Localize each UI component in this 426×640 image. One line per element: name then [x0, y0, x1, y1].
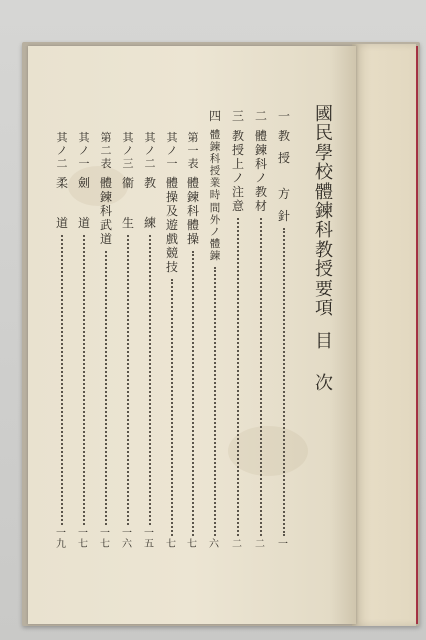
toc-entry-number: 其 ノ 一	[166, 131, 178, 170]
toc-entry-title: 體 鍊 科 ノ 教 材	[255, 129, 268, 213]
toc-page-number: 二	[232, 539, 242, 550]
toc-entry[interactable]	[209, 110, 221, 263]
toc-page-number: 一 九	[56, 528, 66, 550]
toc-entry[interactable]	[278, 110, 290, 224]
toc-page-number: 一	[278, 539, 288, 550]
toc-entry-number: 四	[209, 109, 222, 123]
dotted-leader	[283, 228, 285, 536]
toc-entry-number: 三	[232, 109, 245, 123]
toc-entry[interactable]	[56, 132, 68, 231]
dotted-leader	[61, 235, 63, 525]
dotted-leader	[192, 251, 194, 536]
toc-entry[interactable]	[232, 110, 244, 214]
toc-entry-number: 二	[255, 109, 268, 123]
toc-entry-title: 體 操 及 遊 戲 競 技	[166, 176, 179, 274]
toc-entry-title: 體 鍊 科 武 道	[100, 176, 113, 246]
toc-entry[interactable]	[122, 132, 134, 231]
toc-page-number: 六	[209, 539, 219, 550]
dotted-leader	[214, 267, 216, 536]
toc-entry-title: 柔 道	[56, 176, 69, 230]
toc-entry-title: 教 練	[144, 176, 157, 230]
toc-page-number: 七	[166, 539, 176, 550]
dotted-leader	[83, 235, 85, 525]
toc-entry[interactable]	[255, 110, 267, 214]
toc-entry-number: 一	[278, 109, 291, 123]
toc-entry-number: 第 一 表	[187, 131, 199, 170]
toc-page-number: 一 七	[100, 528, 110, 550]
table-of-contents-page	[28, 46, 356, 624]
toc-page-number: 七	[187, 539, 197, 550]
toc-page-number: 一 五	[144, 528, 154, 550]
toc-page-number: 一 七	[78, 528, 88, 550]
toc-page-number: 一 六	[122, 528, 132, 550]
toc-entry[interactable]	[187, 132, 199, 247]
toc-entry-title: 教 授 上 ノ 注 意	[232, 129, 245, 213]
dotted-leader	[171, 279, 173, 536]
toc-entry-title: 劍 道	[78, 176, 91, 230]
document-title	[315, 106, 333, 394]
page-stain	[68, 166, 128, 206]
toc-entry-title: 衞 生	[122, 176, 135, 230]
toc-entry[interactable]	[100, 132, 112, 247]
toc-entry-number: 第 二 表	[100, 131, 112, 170]
dotted-leader	[105, 251, 107, 525]
toc-entry-title: 教 授 方 針	[278, 129, 291, 223]
toc-entry-number: 其 ノ 二	[56, 131, 68, 170]
toc-page-number: 二	[255, 539, 265, 550]
right-page	[352, 44, 416, 626]
dotted-leader	[127, 235, 129, 525]
title-suffix: 目 次	[315, 331, 333, 394]
toc-entry[interactable]	[166, 132, 178, 275]
toc-entry[interactable]	[144, 132, 156, 231]
dotted-leader	[237, 218, 239, 536]
toc-entry[interactable]	[78, 132, 90, 231]
page-stain	[228, 426, 308, 476]
toc-entry-number: 其 ノ 二	[144, 131, 156, 170]
toc-entry-title: 體 鍊 科 授 業 時 間 外 ノ 體 鍊	[209, 129, 221, 262]
toc-entry-title: 體 鍊 科 體 操	[187, 176, 200, 246]
dotted-leader	[260, 218, 262, 536]
toc-entry-number: 其 ノ 一	[78, 131, 90, 170]
dotted-leader	[149, 235, 151, 525]
toc-entry-number: 其 ノ 三	[122, 131, 134, 170]
title-text: 國 民 學 校 體 鍊 科 教 授 要 項	[315, 104, 333, 319]
